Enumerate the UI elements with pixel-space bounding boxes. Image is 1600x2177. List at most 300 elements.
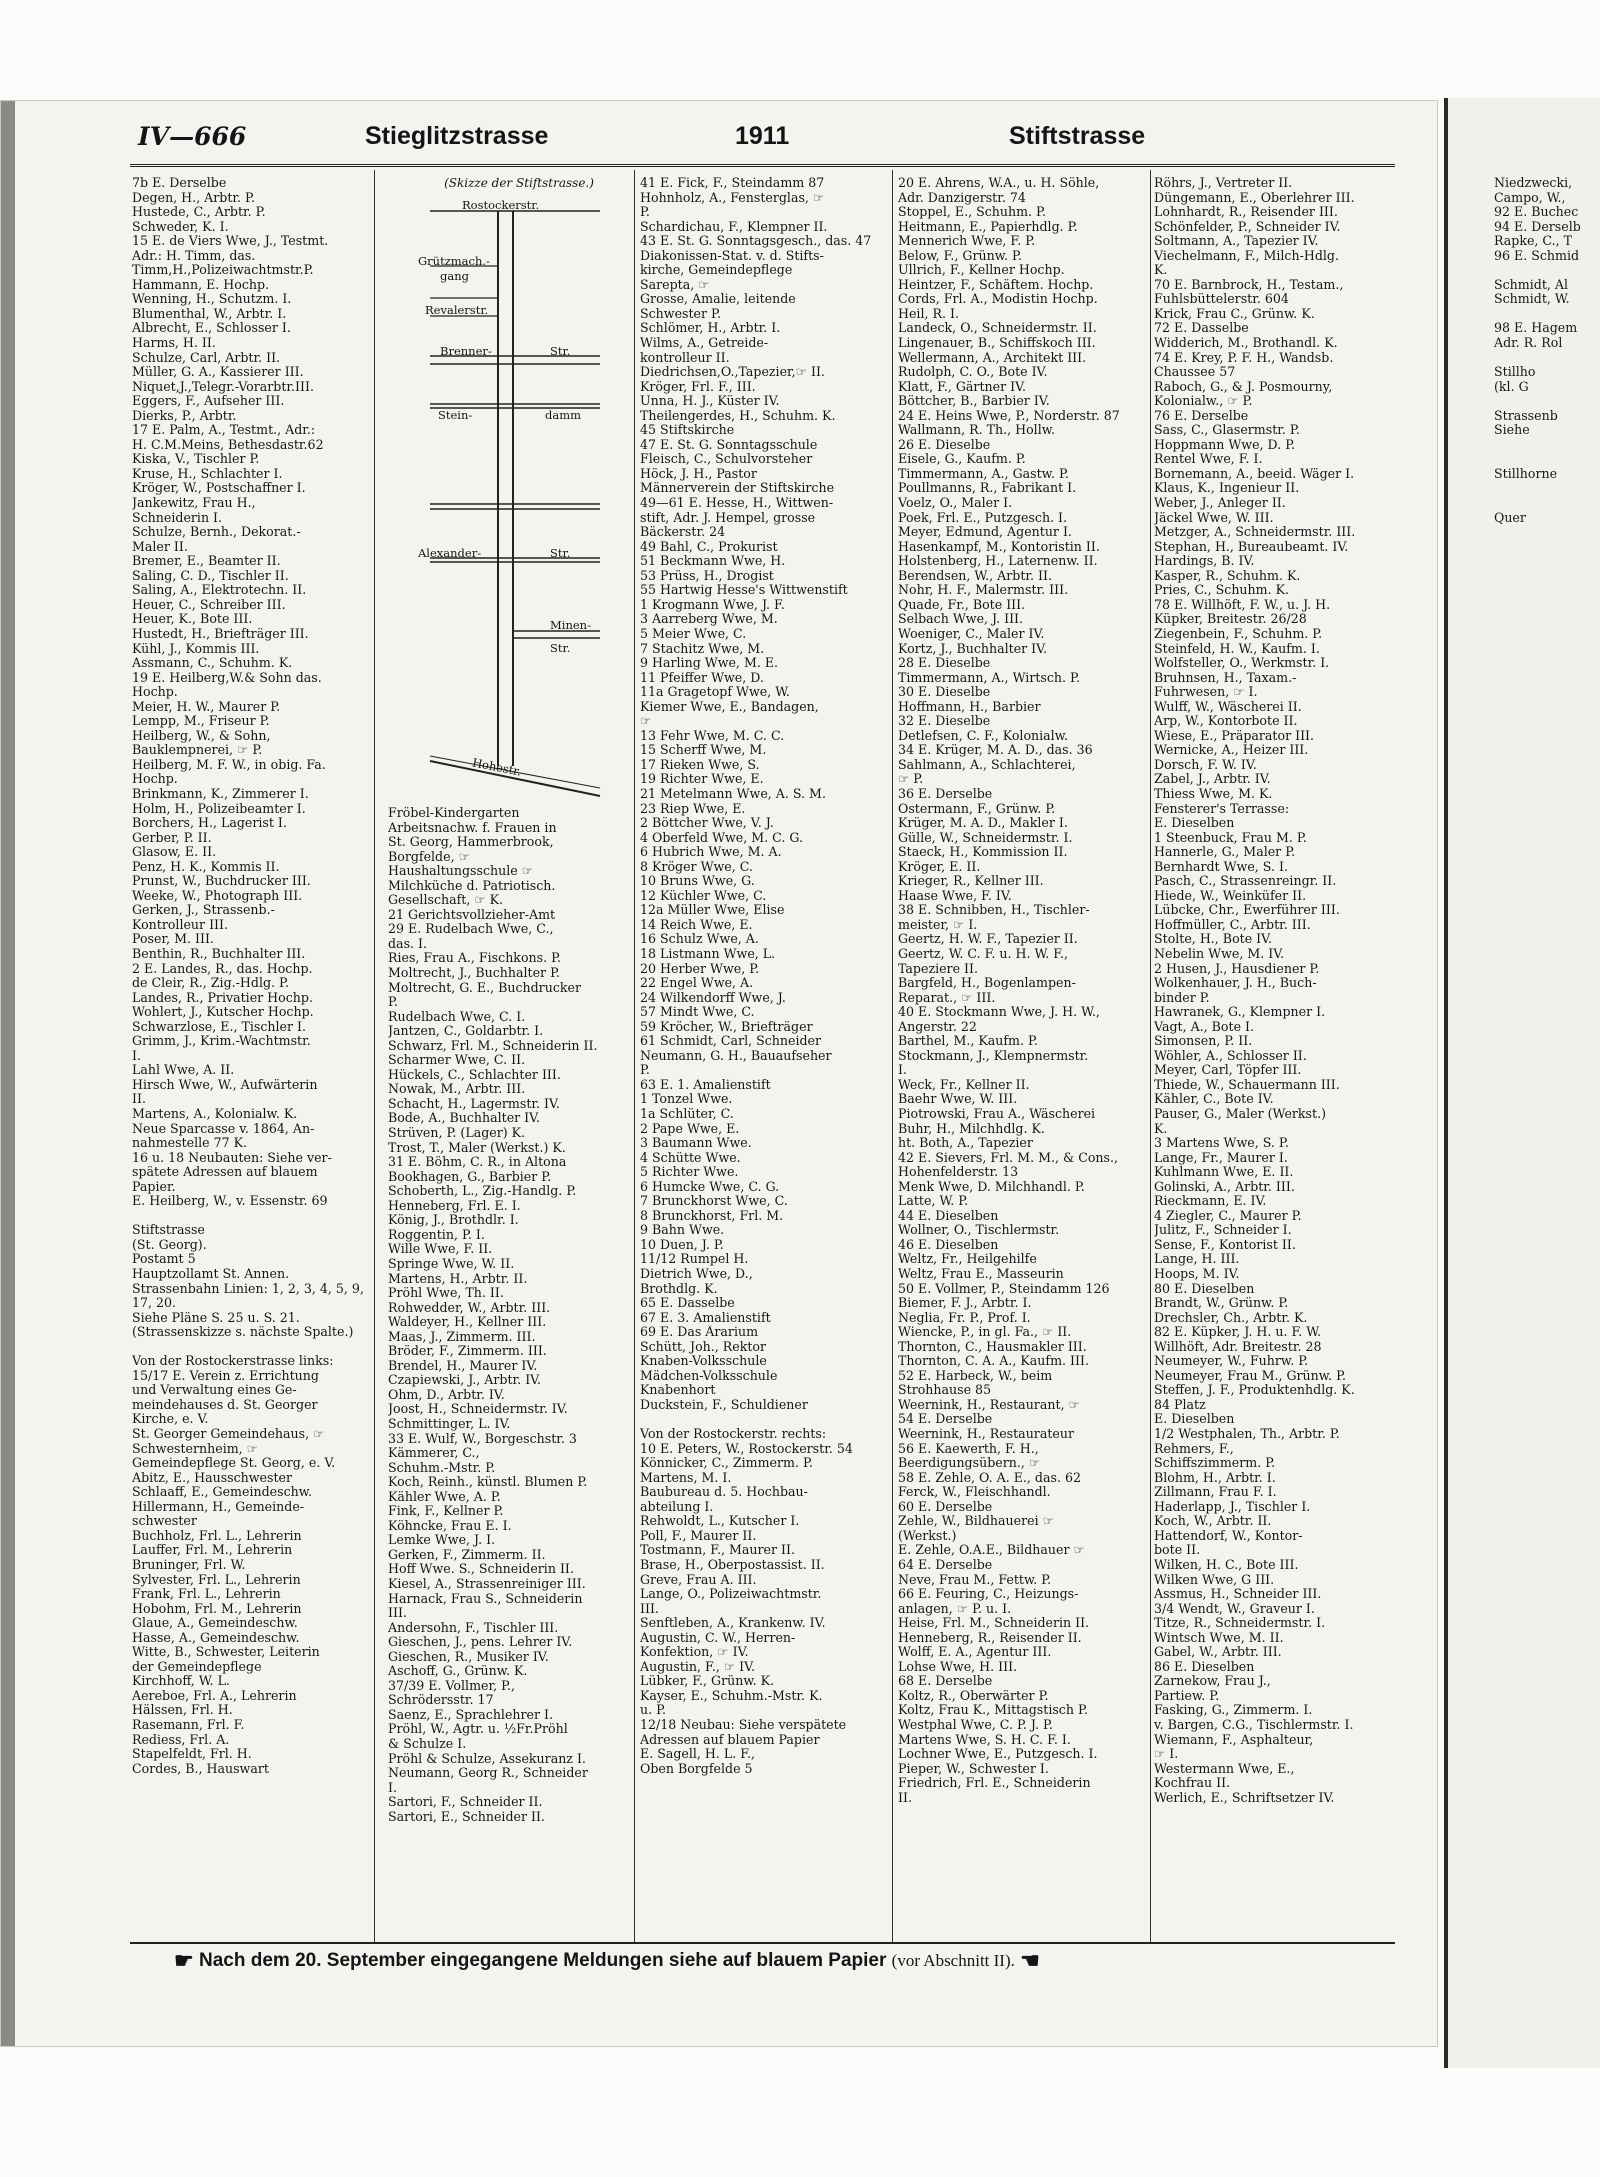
directory-entry-line: Rediess, Frl. A.: [132, 1732, 230, 1747]
directory-entry-line: Hustede, C., Arbtr. P.: [132, 205, 266, 220]
directory-entry-line: meindehauses d. St. Georger: [132, 1397, 318, 1412]
directory-entry-line: Sass, C., Glasermstr. P.: [1154, 423, 1300, 438]
sketch-label: Grützmach.-: [418, 254, 490, 268]
directory-entry-line: Schuhm.-Mstr. P.: [388, 1460, 496, 1475]
directory-entry-line: Kortz, J., Buchhalter IV.: [898, 641, 1048, 656]
directory-entry-line: Kröger, W., Postschaffner I.: [132, 481, 306, 496]
directory-entry-line: Biemer, F. J., Arbtr. I.: [898, 1296, 1032, 1311]
directory-entry-line: III.: [388, 1606, 407, 1621]
directory-entry-line: Thornton, C. A. A., Kaufm. III.: [898, 1354, 1089, 1369]
directory-entry-line: 3/4 Wendt, W., Graveur I.: [1154, 1601, 1315, 1616]
directory-entry-line: 3 Baumann Wwe.: [640, 1136, 752, 1151]
directory-entry-line: Gieschen, R., Musiker IV.: [388, 1649, 549, 1664]
directory-entry-line: Eisele, G., Kaufm. P.: [898, 452, 1026, 467]
directory-entry-line: 19 Richter Wwe, E.: [640, 772, 764, 787]
directory-entry-line: 22 Engel Wwe, A.: [640, 976, 754, 991]
directory-entry-line: Zabel, J., Arbtr. IV.: [1154, 772, 1271, 787]
directory-entry-line: Metzger, A., Schneidermstr. III.: [1154, 525, 1356, 540]
directory-entry-line: Neve, Frau M., Fettw. P.: [898, 1572, 1052, 1587]
directory-entry-line: Augustin, C. W., Herren-: [640, 1630, 796, 1645]
directory-entry-line: Haase Wwe, F. IV.: [898, 888, 1012, 903]
directory-entry-line: Zillmann, Frau F. I.: [1154, 1485, 1277, 1500]
column-4: [898, 176, 1142, 1936]
directory-entry-line: 12a Müller Wwe, Elise: [640, 903, 785, 918]
directory-entry-line: Schoberth, L., Zig.-Handlg. P.: [388, 1184, 577, 1199]
directory-entry-line: Grosse, Amalie, leitende: [640, 292, 796, 307]
directory-entry-line: Pröhl, W., Agtr. u. ½Fr.Pröhl: [388, 1722, 568, 1737]
directory-entry-line: Simonsen, P. II.: [1154, 1034, 1253, 1049]
directory-entry-line: Willhöft, Adr. Breitestr. 28: [1154, 1339, 1322, 1354]
directory-entry-line: 57 Mindt Wwe, C.: [640, 1005, 755, 1020]
directory-entry-line: Neumeyer, Frau M., Grünw. P.: [1154, 1368, 1346, 1383]
directory-entry-line: Bode, A., Buchhalter IV.: [388, 1111, 541, 1126]
directory-entry-line: Müller, G. A., Kassierer III.: [132, 365, 304, 380]
directory-entry-line: Dietrich Wwe, D.,: [640, 1267, 753, 1282]
next-page-fragment: Strassenb: [1494, 408, 1558, 423]
directory-entry-line: das. I.: [388, 936, 428, 951]
directory-entry-line: meister, ☞ I.: [898, 917, 978, 932]
directory-entry-line: 42 E. Sievers, Frl. M. M., & Cons.,: [898, 1150, 1119, 1165]
directory-entry-line: Prunst, W., Buchdrucker III.: [132, 874, 311, 889]
directory-entry-line: Lingenauer, B., Schiffskoch III.: [898, 336, 1096, 351]
header-rule: [130, 164, 1395, 167]
next-page-fragment: Schmidt, W.: [1494, 292, 1570, 307]
directory-entry-line: Brothdlg. K.: [640, 1281, 718, 1296]
next-page-fragment: Schmidt, Al: [1494, 277, 1569, 292]
directory-entry-line: 6 Hubrich Wwe, M. A.: [640, 845, 782, 860]
directory-entry-line: Wenning, H., Schutzm. I.: [132, 292, 292, 307]
directory-entry-line: Meier, H. W., Maurer P.: [132, 699, 281, 714]
directory-entry-line: 5 Meier Wwe, C.: [640, 626, 747, 641]
next-page-fragment: [1494, 307, 1598, 322]
directory-entry-line: Sahlmann, A., Schlachterei,: [898, 757, 1076, 772]
column-divider: [1150, 170, 1151, 1942]
directory-entry-line: Lübker, F., Grünw. K.: [640, 1674, 775, 1689]
directory-entry-line: Landeck, O., Schneidermstr. II.: [898, 321, 1097, 336]
directory-entry-line: Penz, H. K., Kommis II.: [132, 859, 280, 874]
sketch-label: gang: [440, 269, 469, 283]
directory-entry-line: Von der Rostockerstr. rechts:: [640, 1427, 827, 1442]
directory-entry-line: Hammann, E. Hochp.: [132, 277, 270, 292]
directory-entry-line: 51 Beckmann Wwe, H.: [640, 554, 786, 569]
directory-entry-line: Rasemann, Frl. F.: [132, 1717, 245, 1732]
directory-entry-line: 4 Schütte Wwe.: [640, 1150, 741, 1165]
directory-entry-line: Wohlert, J., Kutscher Hochp.: [132, 1005, 314, 1020]
directory-entry-line: Partiew. P.: [1154, 1688, 1220, 1703]
directory-entry-line: 56 E. Kaewerth, F. H.,: [898, 1441, 1039, 1456]
directory-entry-line: 65 E. Dasselbe: [640, 1296, 735, 1311]
directory-entry-line: 10 Bruns Wwe, G.: [640, 874, 755, 889]
directory-entry-line: Heuer, C., Schreiber III.: [132, 597, 286, 612]
directory-entry-line: Henneberg, Frl. E. I.: [388, 1198, 521, 1213]
directory-entry-line: Witte, B., Schwester, Leiterin: [132, 1645, 320, 1660]
directory-entry-line: Küpker, Breitestr. 26/28: [1154, 612, 1307, 627]
directory-entry-line: Baehr Wwe, W. III.: [898, 1092, 1018, 1107]
directory-entry-line: Könnicker, C., Zimmerm. P.: [640, 1456, 813, 1471]
directory-entry-line: Rentel Wwe, F. I.: [1154, 452, 1263, 467]
directory-entry-line: Hawranek, G., Klempner I.: [1154, 1005, 1326, 1020]
sketch-label: Brenner-: [440, 344, 492, 358]
year-title: 1911: [735, 122, 790, 150]
next-page-fragment: (kl. G: [1494, 379, 1529, 394]
directory-entry-line: Kirchhoff, W. L.: [132, 1674, 230, 1689]
directory-entry-line: 76 E. Derselbe: [1154, 408, 1249, 423]
directory-entry-line: Lohse Wwe, H. III.: [898, 1659, 1018, 1674]
next-page-fragment: [1494, 452, 1598, 467]
directory-entry-line: 70 E. Barnbrock, H., Testam.,: [1154, 277, 1344, 292]
directory-entry-line: Heuer, K., Bote III.: [132, 612, 253, 627]
page-header: [138, 116, 1408, 164]
directory-entry-line: Arp, W., Kontorbote II.: [1154, 714, 1298, 729]
directory-entry-line: 7b E. Derselbe: [132, 176, 227, 190]
directory-entry-line: Hoffmann, H., Barbier: [898, 699, 1041, 714]
directory-entry-line: Sarepta, ☞: [640, 277, 710, 292]
directory-entry-line: 46 E. Dieselben: [898, 1237, 999, 1252]
directory-entry-line: Steffen, J. F., Produktenhdlg. K.: [1154, 1383, 1355, 1398]
directory-entry-line: Zehle, W., Bildhauerei ☞: [898, 1514, 1054, 1529]
directory-entry-line: Benthin, R., Buchhalter III.: [132, 946, 306, 961]
directory-entry-line: Weernink, H., Restaurant, ☞: [898, 1397, 1080, 1412]
directory-entry-line: Raboch, G., & J. Posmourny,: [1154, 379, 1333, 394]
directory-entry-line: 29 E. Rudelbach Wwe, C.,: [388, 922, 554, 937]
next-page-fragment: 92 E. Buchec: [1494, 205, 1579, 220]
directory-entry-line: Hohenfelderstr. 13: [898, 1165, 1019, 1180]
directory-entry-line: 31 E. Böhm, C. R., in Altona: [388, 1155, 567, 1170]
directory-entry-line: III.: [640, 1601, 659, 1616]
directory-entry-line: E. Zehle, O.A.E., Bildhauer ☞: [898, 1543, 1085, 1558]
directory-entry-line: Wollner, O., Tischlermstr.: [898, 1223, 1060, 1238]
directory-entry-line: E. Dieselben: [1154, 816, 1235, 831]
directory-entry-line: Drechsler, Ch., Arbtr. K.: [1154, 1310, 1308, 1325]
directory-entry-line: Nebelin Wwe, M. IV.: [1154, 946, 1285, 961]
directory-entry-line: 11a Gragetopf Wwe, W.: [640, 685, 790, 700]
directory-entry-line: 2 Pape Wwe, E.: [640, 1121, 740, 1136]
directory-entry-line: Westphal Wwe, C. P. J. P.: [898, 1717, 1053, 1732]
directory-entry-line: Bookhagen, G., Barbier P.: [388, 1169, 552, 1184]
directory-entry-line: Wilms, A., Getreide-: [640, 336, 769, 351]
directory-entry-line: 68 E. Derselbe: [898, 1674, 993, 1689]
directory-entry-line: Kähler Wwe, A. P.: [388, 1489, 501, 1504]
pointing-hand-icon: ☛: [174, 1948, 194, 1973]
directory-entry-line: Holm, H., Polizeibeamter I.: [132, 801, 306, 816]
directory-entry-line: Lempp, M., Friseur P.: [132, 714, 270, 729]
directory-entry-line: 32 E. Dieselbe: [898, 714, 991, 729]
next-page-fragment: 96 E. Schmid: [1494, 248, 1580, 263]
directory-entry-line: 17 Rieken Wwe, S.: [640, 757, 760, 772]
next-page-fragment: [1494, 481, 1598, 496]
directory-entry-line: 8 Kröger Wwe, C.: [640, 859, 753, 874]
directory-entry-line: 47 E. St. G. Sonntagsschule: [640, 437, 818, 452]
directory-entry-line: Reparat., ☞ III.: [898, 990, 996, 1005]
directory-entry-line: 15 E. de Viers Wwe, J., Testmt.: [132, 234, 329, 249]
directory-entry-line: II.: [132, 1092, 146, 1107]
directory-entry-line: Blohm, H., Arbtr. I.: [1154, 1470, 1276, 1485]
directory-entry-line: bote II.: [1154, 1543, 1201, 1558]
directory-entry-line: 40 E. Stockmann Wwe, J. H. W.,: [898, 1005, 1100, 1020]
directory-entry-line: Voelz, O., Maler I.: [898, 496, 1013, 511]
directory-entry-line: Hochp.: [132, 772, 178, 787]
directory-entry-line: 5 Richter Wwe.: [640, 1165, 739, 1180]
directory-entry-line: 52 E. Harbeck, W., beim: [898, 1368, 1053, 1383]
directory-entry-line: Kolonialw., ☞ P.: [1154, 394, 1253, 409]
directory-entry-line: Widderich, M., Brothandl. K.: [1154, 336, 1338, 351]
directory-entry-line: H. C.M.Meins, Bethesdastr.62: [132, 437, 324, 452]
directory-entry-line: Ries, Frau A., Fischkons. P.: [388, 951, 562, 966]
directory-entry-line: 7 Brunckhorst Wwe, C.: [640, 1194, 788, 1209]
directory-entry-line: 16 Schulz Wwe, A.: [640, 932, 759, 947]
directory-entry-line: Frank, Frl. L., Lehrerin: [132, 1587, 281, 1602]
directory-entry-line: 7 Stachitz Wwe, M.: [640, 641, 765, 656]
directory-entry-line: Dierks, P., Arbtr.: [132, 408, 237, 423]
directory-entry-line: Wiencke, P., in gl. Fa., ☞ II.: [898, 1325, 1072, 1340]
sketch-label: Stein-: [438, 408, 473, 422]
directory-entry-line: Hasse, A., Gemeindeschw.: [132, 1630, 300, 1645]
directory-entry-line: Gesellschaft, ☞ K.: [388, 893, 504, 908]
directory-entry-line: Barthel, M., Kaufm. P.: [898, 1034, 1038, 1049]
directory-entry-line: 13 Fehr Wwe, M. C. C.: [640, 728, 785, 743]
directory-entry-line: 30 E. Dieselbe: [898, 685, 991, 700]
directory-entry-line: Röhrs, J., Vertreter II.: [1154, 176, 1293, 190]
next-page-fragment: [1494, 496, 1598, 511]
directory-entry-line: Stiftstrasse: [132, 1223, 205, 1238]
directory-entry-line: Dorsch, F. W. IV.: [1154, 757, 1257, 772]
directory-entry-line: Mennerich Wwe, F. P.: [898, 234, 1036, 249]
directory-entry-line: Kähler, C., Bote IV.: [1154, 1092, 1274, 1107]
directory-entry-line: Cords, Frl. A., Modistin Hochp.: [898, 292, 1098, 307]
directory-entry-line: E. Heilberg, W., v. Essenstr. 69: [132, 1194, 328, 1209]
directory-entry-line: Neumeyer, W., Fuhrw. P.: [1154, 1354, 1309, 1369]
directory-entry-line: 19 E. Heilberg,W.& Sohn das.: [132, 670, 322, 685]
directory-entry-line: 17 E. Palm, A., Testmt., Adr.:: [132, 423, 316, 438]
directory-entry-line: Sylvester, Frl. L., Lehrerin: [132, 1572, 301, 1587]
directory-entry-line: Heintzer, F., Schäftem. Hochp.: [898, 277, 1094, 292]
sketch-label: Alexander-: [418, 546, 482, 560]
directory-entry-line: Schrödersstr. 17: [388, 1693, 494, 1708]
directory-entry-line: Springe Wwe, W. II.: [388, 1256, 515, 1271]
directory-entry-line: 58 E. Zehle, O. A. E., das. 62: [898, 1470, 1081, 1485]
directory-entry-line: Berendsen, W., Arbtr. II.: [898, 568, 1052, 583]
directory-entry-line: Kämmerer, C.,: [388, 1446, 480, 1461]
directory-entry-line: Brinkmann, K., Zimmerer I.: [132, 786, 309, 801]
sketch-label: damm: [545, 408, 582, 422]
directory-entry-line: [132, 1209, 368, 1224]
directory-entry-line: Lohnhardt, R., Reisender III.: [1154, 205, 1338, 220]
directory-entry-line: Wolfsteller, O., Werkmstr. I.: [1154, 656, 1330, 671]
directory-entry-line: 78 E. Willhöft, F. W., u. J. H.: [1154, 597, 1331, 612]
directory-entry-line: (Strassenskizze s. nächste Spalte.): [132, 1325, 354, 1340]
directory-entry-line: Wöhler, A., Schlosser II.: [1154, 1048, 1307, 1063]
directory-entry-line: ☞: [640, 714, 652, 729]
directory-entry-line: Timm,H.,Polizeiwachtmstr.P.: [132, 263, 314, 278]
directory-entry-line: Düngemann, E., Oberlehrer III.: [1154, 190, 1355, 205]
directory-entry-line: Wiemann, F., Asphalteur,: [1154, 1732, 1314, 1747]
directory-entry-line: de Cleir, R., Zig.-Hdlg. P.: [132, 976, 289, 991]
directory-entry-line: 1 Krogmann Wwe, J. F.: [640, 597, 785, 612]
directory-entry-line: Milchküche d. Patriotisch.: [388, 878, 556, 893]
directory-entry-line: 12 Küchler Wwe, C.: [640, 888, 767, 903]
sketch-label: Revalerstr.: [425, 303, 489, 317]
directory-entry-line: Bargfeld, H., Bogenlampen-: [898, 976, 1076, 991]
directory-entry-line: 2 E. Landes, R., das. Hochp.: [132, 961, 313, 976]
directory-entry-line: Stapelfeldt, Frl. H.: [132, 1747, 252, 1762]
directory-entry-line: stift, Adr. J. Hempel, grosse: [640, 510, 816, 525]
directory-entry-line: Saling, A., Elektrotechn. II.: [132, 583, 307, 598]
directory-entry-line: Holstenberg, H., Laternenw. II.: [898, 554, 1098, 569]
directory-entry-line: Poek, Frl. E., Putzgesch. I.: [898, 510, 1068, 525]
directory-entry-line: Wiese, E., Präparator III.: [1154, 728, 1315, 743]
directory-entry-line: 15/17 E. Verein z. Errichtung: [132, 1368, 319, 1383]
column-5: [1154, 176, 1400, 1936]
directory-entry-line: Haderlapp, J., Tischler I.: [1154, 1499, 1311, 1514]
directory-entry-line: Schönfelder, P., Schneider IV.: [1154, 219, 1341, 234]
directory-entry-line: Wolkenhauer, J. H., Buch-: [1154, 976, 1317, 991]
directory-entry-line: der Gemeindepflege: [132, 1659, 262, 1674]
directory-entry-line: 20 Herber Wwe, P.: [640, 961, 760, 976]
directory-entry-line: 12/18 Neubau: Siehe verspätete: [640, 1717, 847, 1732]
directory-entry-line: E. Sagell, H. L. F.,: [640, 1747, 756, 1762]
directory-entry-line: 86 E. Dieselben: [1154, 1659, 1255, 1674]
directory-entry-line: Wernicke, A., Heizer III.: [1154, 743, 1309, 758]
directory-entry-line: Wolff, E. A., Agentur III.: [898, 1645, 1052, 1660]
directory-entry-line: Jankewitz, Frau H.,: [132, 496, 256, 511]
directory-entry-line: Selbach Wwe, J. III.: [898, 612, 1024, 627]
directory-entry-line: Moltrecht, G. E., Buchdrucker: [388, 980, 581, 995]
directory-entry-line: Rieckmann, E. IV.: [1154, 1194, 1267, 1209]
directory-entry-line: Grimm, J., Krim.-Wachtmstr.: [132, 1034, 311, 1049]
directory-entry-line: Sartori, F., Schneider II.: [388, 1795, 543, 1810]
column-2: [388, 806, 628, 1996]
directory-entry-line: Latte, W. P.: [898, 1194, 969, 1209]
directory-entry-line: Borchers, H., Lagerist I.: [132, 816, 287, 831]
directory-entry-line: Joost, H., Schneidermstr. IV.: [388, 1402, 568, 1417]
directory-entry-line: Assmann, C., Schuhm. K.: [132, 656, 293, 671]
directory-entry-line: kirche, Gemeindepflege: [640, 263, 793, 278]
directory-entry-line: Kröger, E. II.: [898, 859, 981, 874]
directory-entry-line: Bäckerstr. 24: [640, 525, 726, 540]
directory-entry-line: 54 E. Derselbe: [898, 1412, 993, 1427]
directory-entry-line: Knabenhort: [640, 1383, 716, 1398]
directory-entry-line: Strassenbahn Linien: 1, 2, 3, 4, 5, 9,: [132, 1281, 364, 1296]
directory-entry-line: Quade, Fr., Bote III.: [898, 597, 1026, 612]
directory-entry-line: Gerber, P. II.: [132, 830, 212, 845]
directory-entry-line: I.: [898, 1063, 907, 1078]
directory-entry-line: Hirsch Wwe, W., Aufwärterin: [132, 1077, 318, 1092]
directory-entry-line: Menk Wwe, D. Milchhandl. P.: [898, 1179, 1085, 1194]
directory-entry-line: Schiffszimmerm. P.: [1154, 1456, 1276, 1471]
directory-entry-line: Hückels, C., Schlachter III.: [388, 1067, 561, 1082]
directory-entry-line: Arbeitsnachw. f. Frauen in: [388, 820, 557, 835]
directory-entry-line: Degen, H., Arbtr. P.: [132, 190, 255, 205]
next-page-fragment: Niedzwecki,: [1494, 176, 1573, 190]
right-street-title: Stiftstrasse: [1009, 122, 1146, 150]
directory-entry-line: Geertz, W. C. F. u. H. W. F.,: [898, 946, 1069, 961]
directory-entry-line: Pries, C., Schuhm. K.: [1154, 583, 1290, 598]
column-3: [640, 176, 880, 1936]
directory-entry-line: Staeck, H., Kommission II.: [898, 845, 1068, 860]
directory-entry-line: Theilengerdes, H., Schuhm. K.: [640, 408, 836, 423]
directory-entry-line: schwester: [132, 1514, 197, 1529]
directory-entry-line: Kiska, V., Tischler P.: [132, 452, 260, 467]
directory-entry-line: Hardings, B. IV.: [1154, 554, 1255, 569]
directory-entry-line: Buchholz, Frl. L., Lehrerin: [132, 1528, 302, 1543]
directory-entry-line: 17, 20.: [132, 1296, 177, 1311]
directory-entry-line: Buhr, H., Milchhdlg. K.: [898, 1121, 1045, 1136]
directory-entry-line: 6 Humcke Wwe, C. G.: [640, 1179, 780, 1194]
directory-entry-line: Bruhnsen, H., Taxam.-: [1154, 670, 1297, 685]
next-page-fragment: Adr. R. Rol: [1494, 336, 1563, 351]
directory-entry-line: Heilberg, W., & Sohn,: [132, 728, 271, 743]
directory-entry-line: 82 E. Küpker, J. H. u. F. W.: [1154, 1325, 1321, 1340]
directory-entry-line: 69 E. Das Ärarium: [640, 1325, 759, 1340]
directory-entry-line: Strüven, P. (Lager) K.: [388, 1126, 526, 1141]
directory-entry-line: spätete Adressen auf blauem: [132, 1165, 318, 1180]
directory-entry-line: Stoppel, E., Schuhm. P.: [898, 205, 1046, 220]
directory-entry-line: Von der Rostockerstrasse links:: [132, 1354, 334, 1369]
directory-entry-line: Poser, M. III.: [132, 932, 214, 947]
column-1: [132, 176, 368, 1936]
directory-entry-line: Thiede, W., Schauermann III.: [1154, 1077, 1340, 1092]
directory-entry-line: Wulff, W., Wäscherei II.: [1154, 699, 1302, 714]
sketch-label: Str.: [550, 344, 571, 358]
directory-entry-line: 43 E. St. G. Sonntagsgesch., das. 47: [640, 234, 872, 249]
directory-entry-line: 8 Brunckhorst, Frl. M.: [640, 1208, 784, 1223]
directory-entry-line: Aschoff, G., Grünw. K.: [388, 1664, 528, 1679]
directory-entry-line: Martens Wwe, S. H. C. F. I.: [898, 1732, 1071, 1747]
directory-entry-line: 24 E. Heins Wwe, P., Norderstr. 87: [898, 408, 1120, 423]
directory-entry-line: Koltz, R., Oberwärter P.: [898, 1688, 1049, 1703]
directory-entry-line: Hochp.: [132, 685, 178, 700]
directory-entry-line: Wintsch Wwe, M. II.: [1154, 1630, 1284, 1645]
directory-entry-line: 60 E. Derselbe: [898, 1499, 993, 1514]
directory-entry-line: Thiess Wwe, M. K.: [1154, 786, 1273, 801]
directory-entry-line: Weernink, H., Restaurateur: [898, 1427, 1074, 1442]
directory-entry-line: Tapeziere II.: [898, 961, 978, 976]
directory-entry-line: Angerstr. 22: [898, 1019, 977, 1034]
directory-entry-line: Lange, O., Polizeiwachtmstr.: [640, 1587, 822, 1602]
directory-entry-line: Stephan, H., Bureaubeamt. IV.: [1154, 539, 1349, 554]
directory-entry-line: Kiesel, A., Strassenreiniger III.: [388, 1576, 586, 1591]
directory-entry-line: Kasper, R., Schuhm. K.: [1154, 568, 1301, 583]
directory-entry-line: Hohnholz, A., Fensterglas, ☞: [640, 190, 825, 205]
directory-entry-line: König, J., Brothdlr. I.: [388, 1213, 519, 1228]
pointing-hand-icon: ☚: [1020, 1948, 1040, 1973]
directory-entry-line: Timmermann, A., Gastw. P.: [898, 466, 1069, 481]
directory-entry-line: Weeke, W., Photograph III.: [132, 888, 303, 903]
directory-entry-line: P.: [640, 1063, 650, 1078]
directory-entry-line: Kühl, J., Kommis III.: [132, 641, 260, 656]
directory-entry-line: Lemke Wwe, J. I.: [388, 1533, 496, 1548]
directory-entry-line: Niquet,J.,Telegr.-Vorarbtr.III.: [132, 379, 314, 394]
directory-entry-line: Klatt, F., Gärtner IV.: [898, 379, 1026, 394]
directory-entry-line: 21 Gerichtsvollzieher-Amt: [388, 907, 556, 922]
directory-entry-line: Maas, J., Zimmerm. III.: [388, 1329, 536, 1344]
directory-entry-line: 20 E. Ahrens, W.A., u. H. Söhle,: [898, 176, 1100, 190]
directory-entry-line: Heise, Frl. M., Schneiderin II.: [898, 1616, 1090, 1631]
directory-entry-line: Augustin, F., ☞ IV.: [640, 1659, 755, 1674]
directory-entry-line: Ullrich, F., Kellner Hochp.: [898, 263, 1065, 278]
column-divider: [892, 170, 893, 1942]
directory-entry-line: Harms, H. II.: [132, 336, 216, 351]
directory-entry-line: 3 Aarreberg Wwe, M.: [640, 612, 778, 627]
directory-entry-line: St. Georger Gemeindehaus, ☞: [132, 1427, 325, 1442]
directory-entry-line: ☞ P.: [898, 772, 924, 787]
directory-entry-line: Schardichau, F., Klempner II.: [640, 219, 828, 234]
directory-entry-line: P.: [388, 995, 398, 1010]
directory-entry-line: Adr. Danzigerstr. 74: [898, 190, 1026, 205]
directory-entry-line: Assmus, H., Schneider III.: [1154, 1587, 1322, 1602]
directory-entry-line: Lochner Wwe, E., Putzgesch. I.: [898, 1747, 1098, 1762]
directory-entry-line: Hoff Wwe. S., Schneiderin II.: [388, 1562, 574, 1577]
